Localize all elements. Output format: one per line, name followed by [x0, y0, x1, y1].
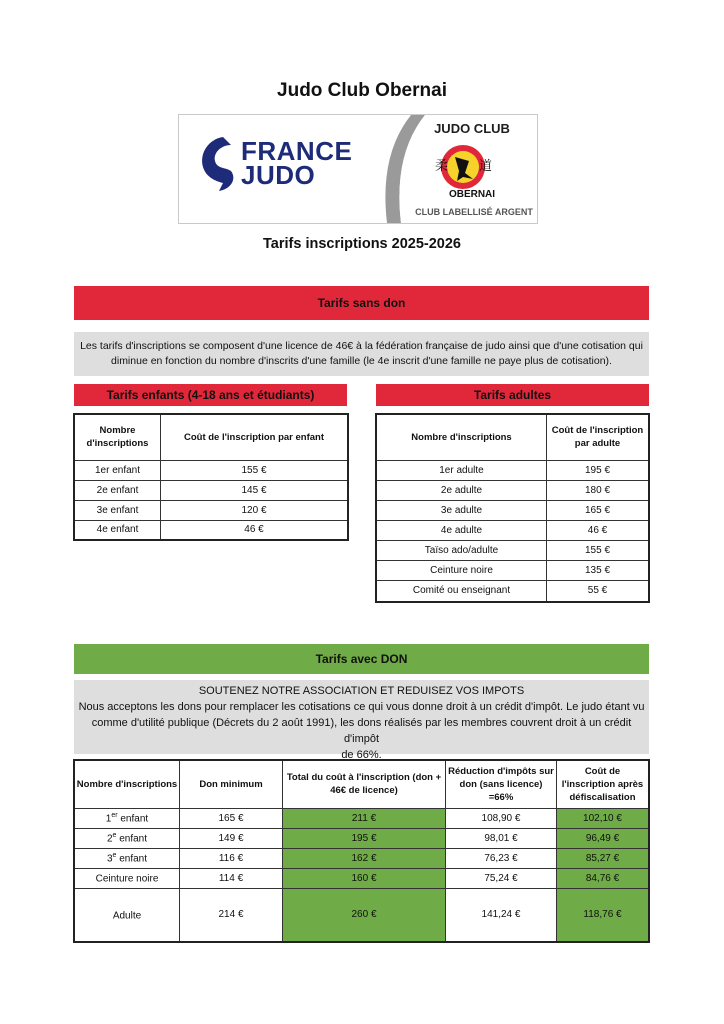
row-don-min: 214 € — [180, 888, 283, 942]
table-row — [376, 560, 649, 580]
row-price: 135 € — [547, 560, 650, 580]
row-label: 2e enfant — [74, 480, 161, 500]
row-don-min: 116 € — [180, 848, 283, 868]
row-label: 4e adulte — [376, 520, 547, 540]
table-row — [74, 480, 348, 500]
row-label: 3e enfant — [74, 848, 180, 868]
table-row — [74, 888, 649, 942]
table-row — [376, 500, 649, 520]
row-price: 46 € — [547, 520, 650, 540]
page-title: Judo Club Obernai — [277, 80, 447, 101]
sans-don-note — [74, 332, 649, 376]
row-label: 3e adulte — [376, 500, 547, 520]
don-col-header: Nombre d'inscriptions — [74, 760, 180, 808]
row-reduction: 98,01 € — [446, 828, 557, 848]
row-cout-final: 102,10 € — [557, 808, 650, 828]
avec-don-note-title: SOUTENEZ NOTRE ASSOCIATION ET REDUISEZ VOS IMPOTS — [198, 685, 525, 697]
club-label: CLUB LABELLISÉ ARGENT — [415, 207, 533, 217]
row-label: 2e enfant — [74, 828, 180, 848]
row-total: 211 € — [283, 808, 446, 828]
row-price: 155 € — [547, 540, 650, 560]
row-label: 2e adulte — [376, 480, 547, 500]
table-row — [74, 808, 649, 828]
table-row — [74, 520, 348, 540]
row-total: 160 € — [283, 868, 446, 888]
table-row — [376, 580, 649, 602]
sans-don-header: Tarifs sans don — [74, 286, 649, 320]
sans-don-note-line-1: Les tarifs d'inscriptions se composent d'une licence de 46€ à la fédération française de judo ainsi que d'une cotisation qui — [80, 340, 643, 352]
logo-banner — [178, 114, 538, 224]
avec-don-header: Tarifs avec DON — [74, 644, 649, 674]
row-label: Taïso ado/adulte — [376, 540, 547, 560]
table-row — [74, 848, 649, 868]
row-total: 260 € — [283, 888, 446, 942]
row-reduction: 141,24 € — [446, 888, 557, 942]
club-logo-top-text: JUDO CLUB — [434, 121, 510, 136]
club-logo-bottom-text: OBERNAI — [448, 189, 496, 200]
row-reduction: 75,24 € — [446, 868, 557, 888]
kanji-right: 道 — [479, 159, 493, 174]
enfants-table — [73, 413, 349, 541]
table-row — [74, 828, 649, 848]
row-cout-final: 96,49 € — [557, 828, 650, 848]
don-col-header: Total du coût à l'inscription (don + 46€ de licence) — [283, 760, 446, 808]
table-row — [376, 480, 649, 500]
table-row — [74, 500, 348, 520]
avec-don-note-line-1: Nous acceptons les dons pour remplacer les cotisations ce qui vous donne droit à un crédit d'impôt. Le judo étant vu — [78, 701, 645, 713]
row-price: 145 € — [161, 480, 349, 500]
row-price: 165 € — [547, 500, 650, 520]
row-don-min: 114 € — [180, 868, 283, 888]
table-row — [74, 868, 649, 888]
avec-don-table — [73, 759, 650, 943]
don-col-header: Réduction d'impôts sur don (sans licence) =66% — [446, 760, 557, 808]
row-total: 162 € — [283, 848, 446, 868]
don-col-header: Don minimum — [180, 760, 283, 808]
france-judo-word-1: FRANCE — [241, 136, 353, 166]
row-cout-final: 118,76 € — [557, 888, 650, 942]
enfants-col-header: Nombre d'inscriptions — [74, 414, 161, 460]
row-price: 46 € — [161, 520, 349, 540]
avec-don-note-line-2: comme d'utilité publique (Décrets du 2 août 1991), les dons réalisés par les membres couvrent droit à un crédit d'impôt — [91, 717, 632, 745]
france-judo-word-2: JUDO — [241, 160, 316, 190]
row-reduction: 76,23 € — [446, 848, 557, 868]
table-row — [74, 460, 348, 480]
row-reduction: 108,90 € — [446, 808, 557, 828]
row-cout-final: 85,27 € — [557, 848, 650, 868]
avec-don-note-line-3: de 66%. — [341, 749, 382, 761]
row-label: 1er enfant — [74, 460, 161, 480]
row-don-min: 165 € — [180, 808, 283, 828]
row-price: 55 € — [547, 580, 650, 602]
adultes-col-header: Coût de l'inscription par adulte — [547, 414, 650, 460]
row-label: Ceinture noire — [74, 868, 180, 888]
row-cout-final: 84,76 € — [557, 868, 650, 888]
row-label: 3e enfant — [74, 500, 161, 520]
adultes-table — [375, 413, 650, 603]
row-label: Comité ou enseignant — [376, 580, 547, 602]
row-price: 180 € — [547, 480, 650, 500]
page-subtitle: Tarifs inscriptions 2025-2026 — [263, 236, 461, 252]
adultes-header: Tarifs adultes — [376, 384, 649, 406]
kanji-left: 柔 — [435, 159, 449, 174]
sans-don-note-line-2: diminue en fonction du nombre d'inscrits d'une famille (le 4e inscrit d'une famille ne paye plus de cotisation). — [111, 355, 612, 367]
row-price: 155 € — [161, 460, 349, 480]
row-total: 195 € — [283, 828, 446, 848]
table-row — [376, 460, 649, 480]
row-label: Adulte — [74, 888, 180, 942]
adultes-col-header: Nombre d'inscriptions — [376, 414, 547, 460]
row-label: 1er enfant — [74, 808, 180, 828]
don-col-header: Coût de l'inscription après défiscalisation — [557, 760, 650, 808]
row-price: 120 € — [161, 500, 349, 520]
enfants-col-header: Coût de l'inscription par enfant — [161, 414, 349, 460]
enfants-header: Tarifs enfants (4-18 ans et étudiants) — [74, 384, 347, 406]
table-row — [376, 540, 649, 560]
row-label: 1er adulte — [376, 460, 547, 480]
row-price: 195 € — [547, 460, 650, 480]
row-don-min: 149 € — [180, 828, 283, 848]
row-label: 4e enfant — [74, 520, 161, 540]
avec-don-note — [74, 680, 649, 761]
table-row — [376, 520, 649, 540]
row-label: Ceinture noire — [376, 560, 547, 580]
